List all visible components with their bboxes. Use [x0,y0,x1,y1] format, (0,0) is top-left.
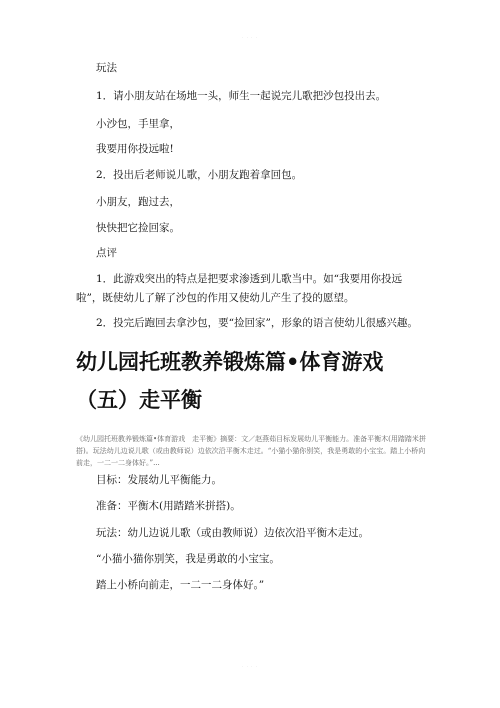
step-2-text: 2．投出后老师说儿歌，小朋友跑着拿回包。 [96,169,303,181]
rhyme-line-1: “小猫小猫你别笑，我是勇敢的小宝宝。 [96,553,280,565]
review-paragraph-1: 1．此游戏突出的特点是把要求渗透到儿歌当中。如“我要用你投远啦”，既使幼儿了解了沙包的作用又使幼儿产生了投的愿望。 [76,273,403,304]
wanfa-heading: 玩法 [96,62,117,74]
prep-text: 准备：平衡木(用踏踏米拼搭)。 [96,500,241,512]
pingjia-heading: 点评 [96,247,117,259]
play-text: 玩法：幼儿边说儿歌（或由教师说）边依次沿平衡木走过。 [96,527,369,539]
page-header-mark: · · · · [242,35,258,40]
article-abstract: 《幼儿园托班教养锻炼篇•体育游戏 走平衡》摘要：文／赵燕茹目标发展幼儿平衡能力。准备平衡木(用踏踏米拼搭)。玩法幼儿边说儿歌（或由教师说）边依次沿平衡木走过。“小猫小猫你别笑，我是勇敢的小宝宝。踏上小桥向前走，一二一二身体好。”... [76,435,426,467]
song-line-2: 我要用你投远啦! [96,143,174,155]
page-footer-mark: · · · · [242,664,258,669]
review-paragraph-2: 2．投完后跑回去拿沙包，要“捡回家”，形象的语言使幼儿很感兴趣。 [96,317,418,329]
rhyme-line-2: 踏上小桥向前走，一二一二身体好。” [96,579,265,591]
song-line-4: 快快把它捡回家。 [96,222,180,234]
song-line-3: 小朋友，跑过去， [96,196,180,208]
goal-text: 目标：发展幼儿平衡能力。 [96,474,222,486]
section-title: 幼儿园托班教养锻炼篇•体育游戏（五）走平衡 [76,350,384,412]
step-1-text: 1．请小朋友站在场地一头，师生一起说完儿歌把沙包投出去。 [96,90,387,102]
song-line-1: 小沙包，手里拿， [96,118,180,130]
